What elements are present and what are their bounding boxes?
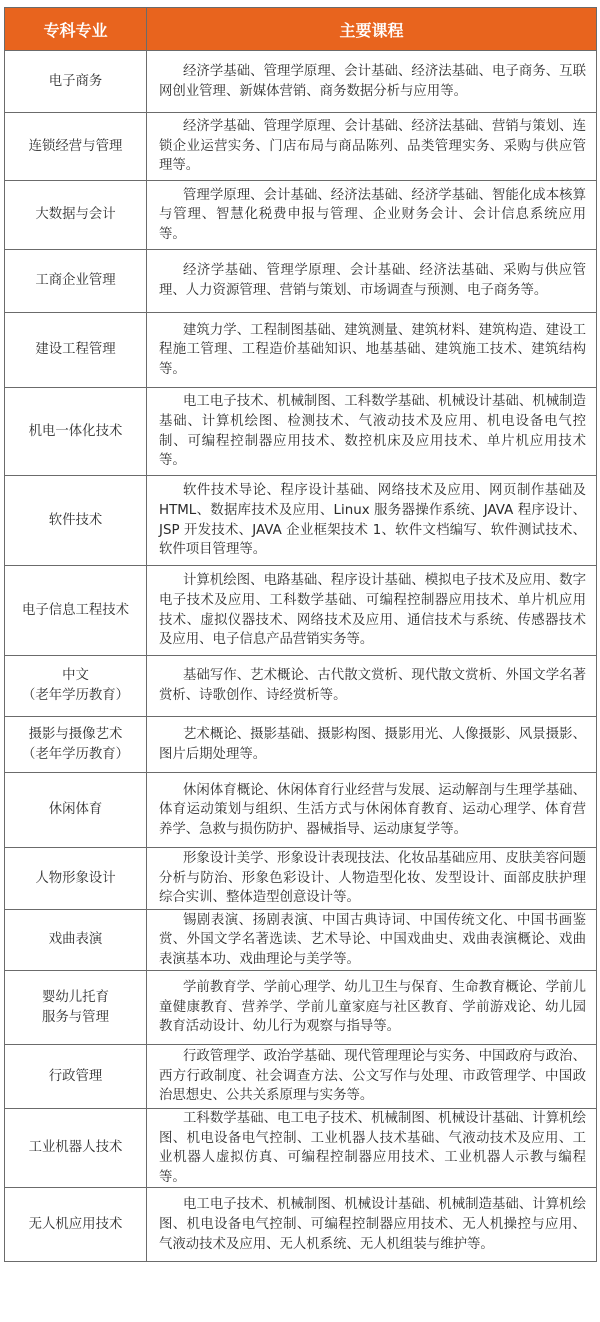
table-row bbox=[5, 51, 597, 113]
major-name: 休闲体育 bbox=[48, 802, 103, 818]
table-body bbox=[5, 51, 597, 1262]
courses-cell: 经济学基础、管理学原理、会计基础、经济法基础、电子商务、互联网创业管理、新媒体营销、商务数据分析与应用等。 bbox=[147, 51, 597, 113]
major-name: 中文 bbox=[62, 668, 89, 684]
table-row bbox=[5, 656, 597, 717]
major-name: （老年学历教育） bbox=[21, 688, 130, 703]
courses-cell: 学前教育学、学前心理学、幼儿卫生与保育、生命教育概论、学前儿童健康教育、营养学、学前儿童家庭与社区教育、学前游戏论、幼儿园教育活动设计、幼儿行为观察与指导等。 bbox=[147, 971, 597, 1045]
major-cell bbox=[5, 566, 147, 656]
major-name: 戏曲表演 bbox=[48, 932, 103, 948]
major-name: 人物形象设计 bbox=[35, 870, 116, 886]
major-name: 软件技术 bbox=[48, 512, 103, 528]
table-row bbox=[5, 113, 597, 181]
courses-cell: 建筑力学、工程制图基础、建筑测量、建筑材料、建筑构造、建设工程施工管理、工程造价基础知识、地基基础、建筑施工技术、建筑结构等。 bbox=[147, 313, 597, 388]
courses-cell: 管理学原理、会计基础、经济法基础、经济学基础、智能化成本核算与管理、智慧化税费申报与管理、企业财务会计、会计信息系统应用等。 bbox=[147, 181, 597, 250]
courses-cell: 基础写作、艺术概论、古代散文赏析、现代散文赏析、外国文学名著赏析、诗歌创作、诗经赏析等。 bbox=[147, 656, 597, 717]
major-name: 服务与管理 bbox=[42, 1009, 109, 1025]
major-name: 摄影与摄像艺术 bbox=[28, 726, 123, 742]
table-row bbox=[5, 566, 597, 656]
major-name: 行政管理 bbox=[48, 1068, 103, 1084]
table-row bbox=[5, 1045, 597, 1109]
courses-cell: 计算机绘图、电路基础、程序设计基础、模拟电子技术及应用、数字电子技术及应用、工科数学基础、可编程控制器应用技术、单片机应用技术、虚拟仪器技术、网络技术及应用、通信技术与系统、传感器技术及应用、电子信息产品营销实务等。 bbox=[147, 566, 597, 656]
courses-cell: 艺术概论、摄影基础、摄影构图、摄影用光、人像摄影、风景摄影、图片后期处理等。 bbox=[147, 717, 597, 773]
major-name: 电子信息工程技术 bbox=[21, 602, 130, 618]
table-row bbox=[5, 773, 597, 848]
table-row bbox=[5, 1188, 597, 1262]
table-row bbox=[5, 971, 597, 1045]
courses-cell: 工科数学基础、电工电子技术、机械制图、机械设计基础、计算机绘图、机电设备电气控制、工业机器人技术基础、气液动技术及应用、工业机器人虚拟仿真、可编程控制器应用技术、工业机器人示教与编程等。 bbox=[147, 1109, 597, 1188]
table-row bbox=[5, 848, 597, 910]
courses-cell: 经济学基础、管理学原理、会计基础、经济法基础、营销与策划、连锁企业运营实务、门店布局与商品陈列、品类管理实务、采购与供应管理等。 bbox=[147, 113, 597, 181]
table-row bbox=[5, 476, 597, 566]
table-row bbox=[5, 910, 597, 971]
major-cell bbox=[5, 1188, 147, 1262]
major-cell bbox=[5, 1109, 147, 1188]
major-cell bbox=[5, 181, 147, 250]
table-row bbox=[5, 313, 597, 388]
courses-cell: 电工电子技术、机械制图、工科数学基础、机械设计基础、机械制造基础、计算机绘图、检测技术、气液动技术及应用、机电设备电气控制、可编程控制器应用技术、数控机床及应用技术、单片机应用技术等。 bbox=[147, 388, 597, 476]
courses-cell: 锡剧表演、扬剧表演、中国古典诗词、中国传统文化、中国书画鉴赏、外国文学名著选读、艺术导论、中国戏曲史、戏曲表演概论、戏曲表演基本功、戏曲理论与美学等。 bbox=[147, 910, 597, 971]
major-cell bbox=[5, 51, 147, 113]
courses-cell: 软件技术导论、程序设计基础、网络技术及应用、网页制作基础及 HTML、数据库技术及应用、Linux 服务器操作系统、JAVA 程序设计、JSP 开发技术、JAVA 企业框架技术 1、软件文档编写、软件测试技术、软件项目管理等。 bbox=[147, 476, 597, 566]
major-cell bbox=[5, 848, 147, 910]
major-name: 工商企业管理 bbox=[35, 273, 116, 289]
major-name: 大数据与会计 bbox=[35, 207, 116, 223]
major-cell bbox=[5, 910, 147, 971]
major-name: 机电一体化技术 bbox=[28, 423, 123, 439]
major-name: 婴幼儿托育 bbox=[42, 989, 109, 1005]
major-cell bbox=[5, 717, 147, 773]
header-major: 专科专业 bbox=[5, 8, 147, 51]
major-name: 电子商务 bbox=[48, 73, 103, 89]
courses-cell: 电工电子技术、机械制图、机械设计基础、机械制造基础、计算机绘图、机电设备电气控制、可编程控制器应用技术、无人机操控与应用、气液动技术及应用、无人机系统、无人机组装与维护等。 bbox=[147, 1188, 597, 1262]
courses-cell: 行政管理学、政治学基础、现代管理理论与实务、中国政府与政治、西方行政制度、社会调查方法、公文写作与处理、市政管理学、中国政治思想史、公共关系原理与实务等。 bbox=[147, 1045, 597, 1109]
table-row bbox=[5, 250, 597, 313]
major-name: 连锁经营与管理 bbox=[28, 138, 123, 154]
header-courses: 主要课程 bbox=[147, 8, 597, 51]
courses-cell: 形象设计美学、形象设计表现技法、化妆品基础应用、皮肤美容问题分析与防治、形象色彩设计、人物造型化妆、发型设计、面部皮肤护理综合实训、整体造型创意设计等。 bbox=[147, 848, 597, 910]
table-header-row bbox=[5, 8, 597, 51]
table-row bbox=[5, 1109, 597, 1188]
courses-cell: 休闲体育概论、休闲体育行业经营与发展、运动解剖与生理学基础、体育运动策划与组织、生活方式与休闲体育教育、运动心理学、体育营养学、急救与损伤防护、器械指导、运动康复学等。 bbox=[147, 773, 597, 848]
major-name: 建设工程管理 bbox=[35, 342, 116, 358]
major-name: （老年学历教育） bbox=[21, 746, 130, 762]
major-cell bbox=[5, 388, 147, 476]
table-row bbox=[5, 717, 597, 773]
major-cell bbox=[5, 250, 147, 313]
course-table bbox=[4, 7, 597, 1262]
major-name: 无人机应用技术 bbox=[28, 1217, 123, 1233]
courses-cell: 经济学基础、管理学原理、会计基础、经济法基础、采购与供应管理、人力资源管理、营销与策划、市场调查与预测、电子商务等。 bbox=[147, 250, 597, 313]
major-cell bbox=[5, 773, 147, 848]
major-cell bbox=[5, 113, 147, 181]
major-name: 工业机器人技术 bbox=[28, 1140, 123, 1156]
table-row bbox=[5, 388, 597, 476]
major-cell bbox=[5, 971, 147, 1045]
table-row bbox=[5, 181, 597, 250]
major-cell bbox=[5, 476, 147, 566]
major-cell bbox=[5, 1045, 147, 1109]
major-cell bbox=[5, 313, 147, 388]
major-cell bbox=[5, 656, 147, 717]
